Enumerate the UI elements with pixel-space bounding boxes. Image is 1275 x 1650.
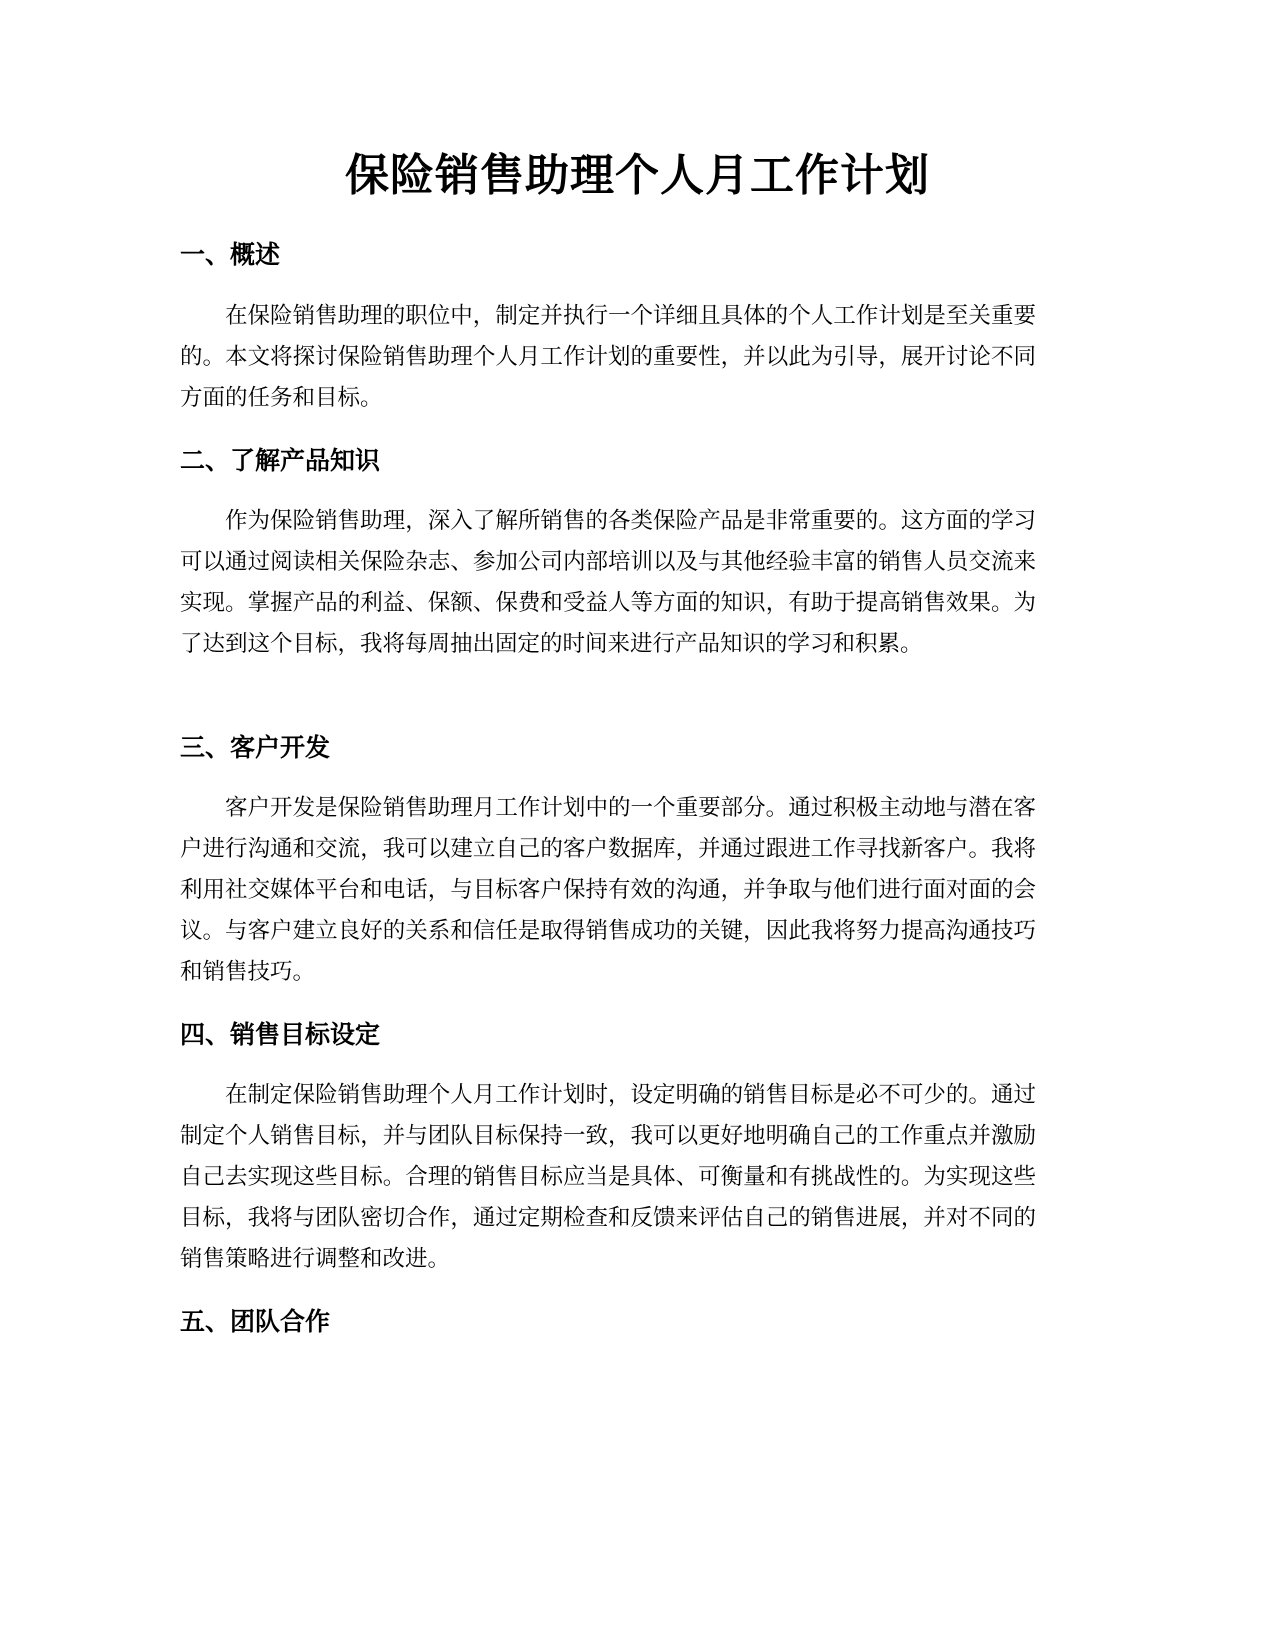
- section-paragraph-client-development: 客户开发是保险销售助理月工作计划中的一个重要部分。通过积极主动地与潜在客户进行沟通和交流，我可以建立自己的客户数据库，并通过跟进工作寻找新客户。我将利用社交媒体平台和电话，与目标客户保持有效的沟通，并争取与他们进行面对面的会议。与客户建立良好的关系和信任是取得销售成功的关键，因此我将努力提高沟通技巧和销售技巧。: [180, 795, 1036, 985]
- section-heading-product-knowledge: 二、了解产品知识: [180, 446, 381, 475]
- section-heading-client-development: 三、客户开发: [180, 733, 331, 762]
- section-heading-teamwork: 五、团队合作: [180, 1307, 331, 1336]
- section-paragraph-overview: 在保险销售助理的职位中，制定并执行一个详细且具体的个人工作计划是至关重要的。本文将探讨保险销售助理个人月工作计划的重要性，并以此为引导，展开讨论不同方面的任务和目标。: [180, 303, 1036, 411]
- document-title: 保险销售助理个人月工作计划: [345, 150, 930, 201]
- section-paragraph-product-knowledge: 作为保险销售助理，深入了解所销售的各类保险产品是非常重要的。这方面的学习可以通过阅读相关保险杂志、参加公司内部培训以及与其他经验丰富的销售人员交流来实现。掌握产品的利益、保额、保费和受益人等方面的知识，有助于提高销售效果。为了达到这个目标，我将每周抽出固定的时间来进行产品知识的学习和积累。: [180, 508, 1036, 657]
- section-heading-sales-targets: 四、销售目标设定: [180, 1020, 381, 1049]
- section-heading-overview: 一、概述: [180, 240, 281, 269]
- section-paragraph-sales-targets: 在制定保险销售助理个人月工作计划时，设定明确的销售目标是必不可少的。通过制定个人销售目标，并与团队目标保持一致，我可以更好地明确自己的工作重点并激励自己去实现这些目标。合理的销售目标应当是具体、可衡量和有挑战性的。为实现这些目标，我将与团队密切合作，通过定期检查和反馈来评估自己的销售进展，并对不同的销售策略进行调整和改进。: [180, 1082, 1036, 1272]
